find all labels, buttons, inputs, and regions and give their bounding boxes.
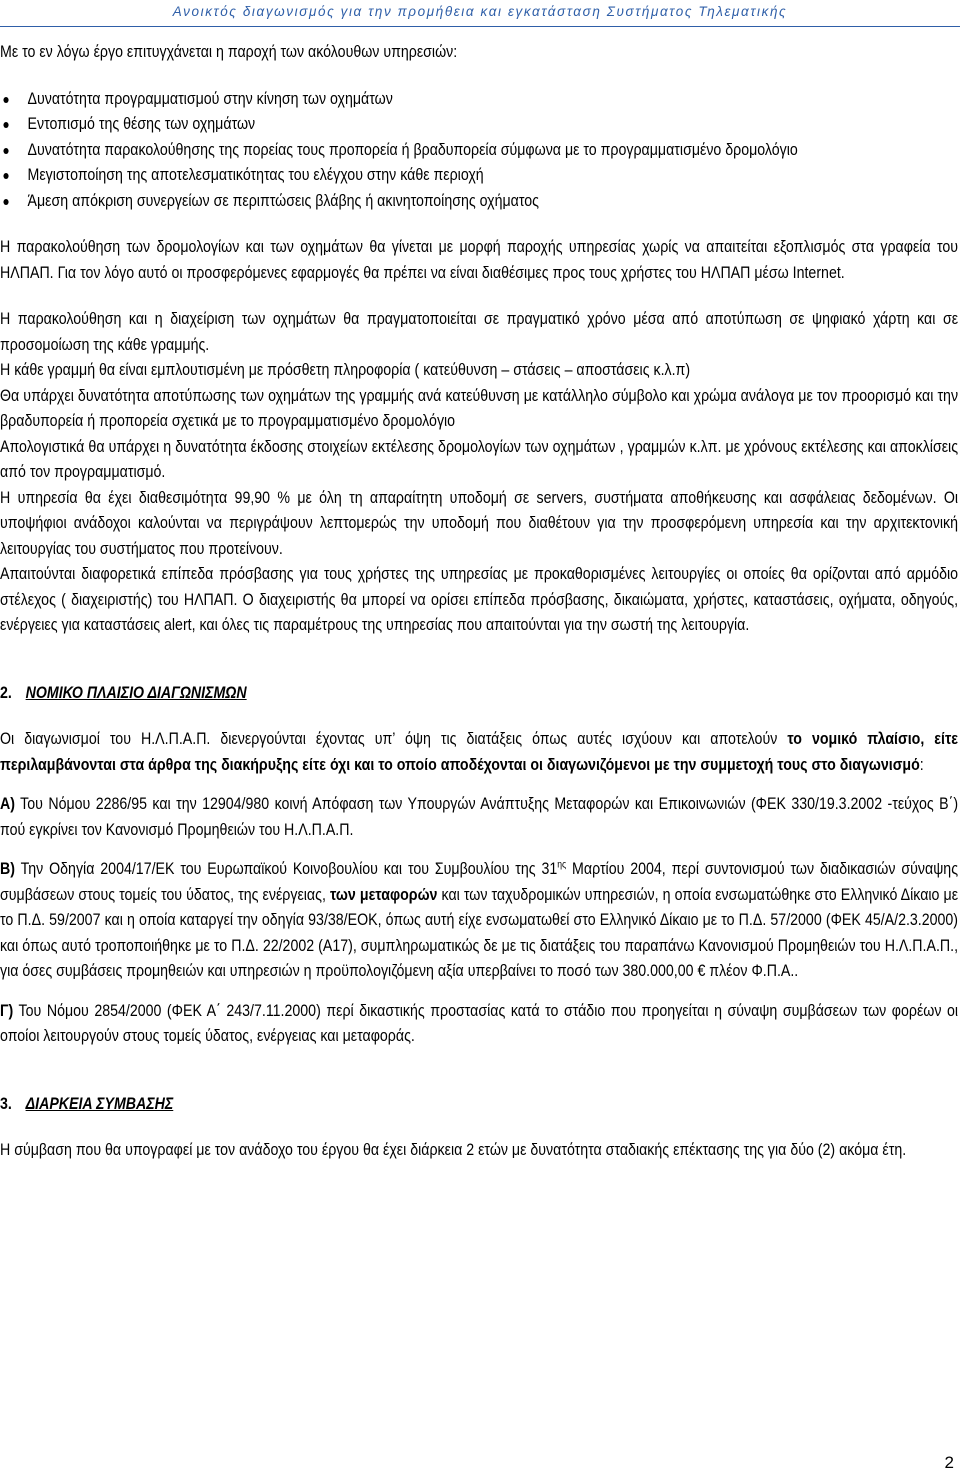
section-heading-duration <box>0 1092 958 1118</box>
item-label: Β) <box>0 860 15 878</box>
services-list <box>0 87 958 215</box>
item-label: Γ) <box>0 1001 14 1020</box>
paragraph-reports: Απολογιστικά θα υπάρχει η δυνατότητα έκδοσης στοιχείων εκτέλεσης δρομολογίων των οχημάτων , γραμμών κ.λπ. με χρόνους εκτέλεσης και αποκλίσεις από τον προγραμματισμό. <box>0 437 959 481</box>
legal-item-c <box>0 999 958 1050</box>
legal-intro-text: Οι διαγωνισμοί του Η.Λ.Π.Α.Π. διενεργούνται έχοντας υπ’ όψη τις διατάξεις όπως αυτές ισχύουν και αποτελούν <box>0 730 788 748</box>
section-number: 3. <box>0 1094 12 1113</box>
list-item: Δυνατότητα παρακολούθησης της πορείας τους προπορεία ή βραδυπορεία σύμφωνα με το προγραμματισμένο δρομολόγιο <box>0 138 958 164</box>
item-bold-text: των μεταφορών <box>329 885 438 904</box>
list-item: Εντοπισμό της θέσης των οχημάτων <box>0 112 958 138</box>
intro-text: Με το εν λόγω έργο επιτυγχάνεται η παροχή των ακόλουθων υπηρεσιών: <box>0 43 458 61</box>
section-number: 2. <box>0 683 12 702</box>
duration-text: Η σύμβαση που θα υπογραφεί με τον ανάδοχο του έργου θα έχει διάρκεια 2 ετών με δυνατότητα σταδιακής επέκτασης της για δύο (2) ακόμα έτη. <box>0 1141 907 1159</box>
legal-item-a <box>0 792 958 843</box>
item-label: Α) <box>0 795 15 813</box>
paragraph-availability: Η υπηρεσία θα έχει διαθεσιμότητα 99,90 % με όλη τη απαραίτητη υποδομή σε servers, συστήματα αποθήκευσης και ασφάλειας δεδομένων. Οι υποψήφιοι ανάδοχοι καλούνται να περιγράψουν λεπτομερώς την υποδομή που διαθέτουν για την προσφερόμενη υπηρεσία και την αρχιτεκτονική λειτουργίας του συστήματος που προτείνουν. <box>0 488 959 558</box>
running-header: Ανοικτός διαγωνισμός για την προμήθεια και εγκατάσταση Συστήματος Τηλεματικής <box>0 4 960 27</box>
page-number: 2 <box>944 1453 954 1472</box>
item-text: Μαρτίου 2004, περί συντονισμού των διαδικασιών σύναψης συμβάσεων στους τομείς του ύδατος, της ενέργειας, <box>0 860 959 904</box>
legal-intro-bold: το νομικό πλαίσιο, είτε περιλαμβάνονται στα άρθρα της διακήρυξης είτε όχι και το οποίο αποδέχονται οι διαγωνιζόμενοι με την συμμετοχή τους στο διαγωνισμό <box>0 730 959 774</box>
paragraph-realtime: Η παρακολούθηση και η διαχείριση των οχημάτων θα πραγματοποιείται σε πραγματικό χρόνο μέσα από αποτύπωση σε ψηφιακό χάρτη και σε προσομοίωση της κάθε γραμμής. <box>0 310 959 354</box>
ordinal-suffix: ης <box>557 859 567 871</box>
list-item: Άμεση απόκριση συνεργείων σε περιπτώσεις βλάβης ή ακινητοποίησης οχήματος <box>0 189 958 215</box>
section-title: ΔΙΑΡΚΕΙΑ ΣΥΜΒΑΣΗΣ <box>25 1094 174 1113</box>
document-body <box>0 40 958 1164</box>
item-text: Του Νόμου 2854/2000 (ΦΕΚ Α΄ 243/7.11.2000) περί δικαστικής προστασίας κατά το στάδιο που προηγείται η σύναψη συμβάσεων των φορέων οι οποίοι λειτουργούν στους τομείς ύδατος, ενέργειας και μεταφοράς. <box>0 1001 959 1045</box>
legal-intro <box>0 727 958 778</box>
paragraph-monitoring: Η παρακολούθηση των δρομολογίων και των οχημάτων θα γίνεται με μορφή παροχής υπηρεσίας χωρίς να απαιτείται εξοπλισμός στα γραφεία του ΗΛΠΑΠ. Για τον λόγο αυτό οι προσφερόμενες εφαρμογές θα πρέπει να είναι διαθέσιμες προς τους χρήστες του ΗΛΠΑΠ μέσω Internet. <box>0 238 959 282</box>
list-item: Δυνατότητα προγραμματισμού στην κίνηση των οχημάτων <box>0 87 958 113</box>
list-item: Μεγιστοποίηση της αποτελεσματικότητας του ελέγχου στην κάθε περιοχή <box>0 163 958 189</box>
section-heading-legal <box>0 681 958 707</box>
legal-item-b <box>0 857 958 985</box>
paragraph-access: Απαιτούνται διαφορετικά επίπεδα πρόσβασης για τους χρήστες της υπηρεσίας με προκαθορισμένες λειτουργίες οι οποίες θα ορίζονται από αρμόδιο στέλεχος ( διαχειριστής) του ΗΛΠΑΠ. Ο διαχειριστής θα μπορεί να ορίσει επίπεδα πρόσβασης, δικαιώματα, χρήστες, καταστάσεις, οχήματα, οδηγούς, ενέργειες για καταστάσεις alert, και όλες τις παραμέτρους της υπηρεσίας που απαιτούνται για την σωστή της λειτουργία. <box>0 565 959 634</box>
legal-intro-colon: : <box>919 755 924 774</box>
paragraph-enrichment: Η κάθε γραμμή θα είναι εμπλουτισμένη με πρόσθετη πληροφορία ( κατεύθυνση – στάσεις – αποστάσεις κ.λ.π) <box>0 361 691 379</box>
item-text: και των ταχυδρομικών υπηρεσιών, η οποία ενσωματώθηκε στο Ελληνικό Δίκαιο με το Π.Δ. 59/2007 και η οποία καταργεί την οδηγία 93/38/ΕΟΚ, όπως αυτή είχε ενσωματωθεί στο Ελληνικό Δίκαιο με το Π.Δ. 57/2000 (ΦΕΚ 45/Α/2.3.2000) και όπως αυτό τροποποιήθηκε με το Π.Δ. 22/2002 (Α17), συμπληρωματικώς δε με τις διατάξεις του παραπάνω Κανονισμού Προμηθειών του Η.Λ.Π.Α.Π., για όσες συμβάσεις προμηθειών και υπηρεσιών η προϋπολογιζόμενη αξία υπερβαίνει το ποσό των 380.000,00 € πλέον Φ.Π.Α.. <box>0 885 959 980</box>
item-text: Του Νόμου 2286/95 και την 12904/980 κοινή Απόφαση των Υπουργών Ανάπτυξης Μεταφορών και Επικοινωνιών (ΦΕΚ 330/19.3.2002 -τεύχος Β΄) πού εγκρίνει τον Κανονισμό Προμηθειών του Η.Λ.Π.Α.Π. <box>0 795 959 839</box>
item-text: Την Οδηγία 2004/17/ΕΚ του Ευρωπαϊκού Κοινοβουλίου και του Συμβουλίου της 31 <box>14 860 558 878</box>
paragraph-symbols: Θα υπάρχει δυνατότητα αποτύπωσης των οχημάτων της γραμμής ανά κατεύθυνση με κατάλληλο σύμβολο και χρώμα ανάλογα με τον προορισμό και την βραδυπορεία ή προπορεία σχετικά με το προγραμματισμένο δρομολόγιο <box>0 386 959 430</box>
section-title: ΝΟΜΙΚΟ ΠΛΑΙΣΙΟ ΔΙΑΓΩΝΙΣΜΩΝ <box>25 683 247 702</box>
